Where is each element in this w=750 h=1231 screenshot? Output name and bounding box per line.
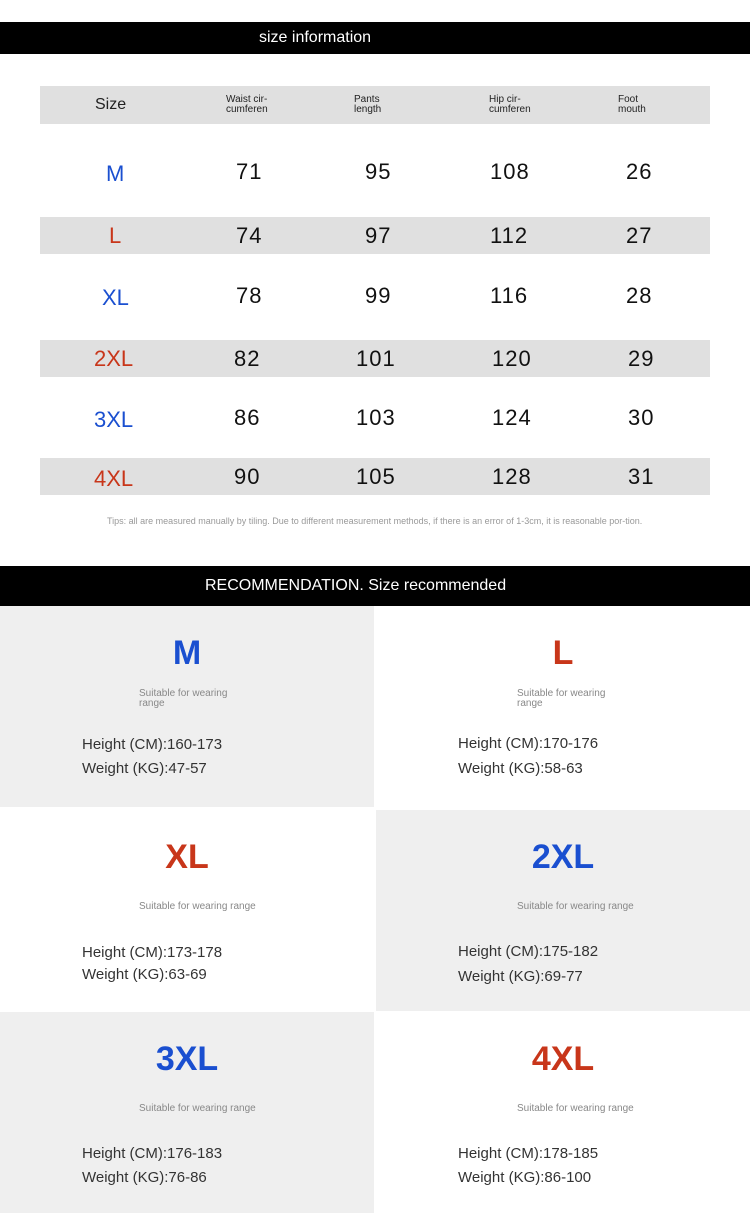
- card-size-label: XL: [165, 838, 209, 876]
- row-waist-value: 90: [234, 463, 261, 489]
- size-card-4xl: [376, 1012, 750, 1213]
- row-pants-value: 101: [356, 345, 396, 371]
- size-card-l: [376, 606, 750, 807]
- table-header-row: [40, 86, 710, 124]
- card-size-label: 2XL: [531, 838, 595, 876]
- row-foot-value: 29: [628, 345, 655, 371]
- recommendation-title-bar: [0, 566, 750, 606]
- row-foot-value: 26: [626, 159, 653, 184]
- table-row: [40, 458, 710, 495]
- header-hip: Hip cir- cumferen: [489, 94, 531, 115]
- table-row: [40, 340, 710, 377]
- card-weight-range: Weight (KG):86-100: [458, 1169, 592, 1186]
- size-card-3xl: [0, 1012, 374, 1213]
- card-size-label: 4XL: [531, 1040, 595, 1078]
- row-foot-value: 31: [628, 463, 655, 489]
- card-weight-range: Weight (KG):47-57: [82, 760, 207, 777]
- card-height-range: Height (CM):175-182: [458, 943, 599, 960]
- card-size-label: 3XL: [155, 1040, 219, 1078]
- card-height-range: Height (CM):173-178: [82, 944, 223, 961]
- row-foot-value: 28: [626, 283, 653, 308]
- size-card-xl: [0, 810, 374, 1011]
- row-size-label: 3XL: [94, 407, 134, 432]
- row-hip-value: 124: [492, 405, 532, 430]
- card-suitable-text: Suitable for wearing range: [139, 901, 256, 912]
- row-pants-value: 99: [365, 283, 392, 308]
- card-weight-range: Weight (KG):58-63: [458, 760, 583, 777]
- size-card-2xl: [376, 810, 750, 1011]
- card-suitable-text: Suitable for wearing range: [517, 901, 634, 912]
- row-foot-value: 27: [626, 222, 653, 248]
- measurement-tips: Tips: all are measured manually by tiling. Due to different measurement methods, if there is an error of 1-3cm, it is reasonable por-tion.: [107, 516, 643, 526]
- header-waist: Waist cir- cumferen: [226, 94, 268, 115]
- card-weight-range: Weight (KG):63-69: [82, 966, 207, 983]
- row-waist-value: 82: [234, 345, 261, 371]
- header-size: Size: [95, 96, 127, 113]
- row-size-label: XL: [102, 285, 129, 310]
- row-hip-value: 128: [492, 463, 532, 489]
- row-hip-value: 112: [490, 222, 529, 248]
- row-size-label: 4XL: [94, 465, 134, 491]
- card-height-range: Height (CM):170-176: [458, 735, 599, 752]
- card-suitable-text: Suitable for wearing range: [139, 1103, 256, 1114]
- table-row: [40, 400, 710, 436]
- row-hip-value: 116: [490, 283, 529, 308]
- size-information-title: size information: [259, 29, 372, 46]
- card-height-range: Height (CM):176-183: [82, 1145, 223, 1162]
- table-row: [40, 278, 710, 314]
- row-size-label: 2XL: [94, 345, 134, 371]
- row-foot-value: 30: [628, 405, 655, 430]
- size-card-m: [0, 606, 374, 807]
- row-pants-value: 95: [365, 159, 392, 184]
- card-size-label: M: [172, 634, 202, 672]
- table-row: [40, 153, 710, 191]
- size-information-title-bar: [0, 22, 750, 54]
- recommendation-title: RECOMMENDATION. Size recommended: [205, 577, 507, 594]
- row-hip-value: 108: [490, 159, 530, 184]
- card-weight-range: Weight (KG):69-77: [458, 968, 583, 985]
- header-pants-length: Pants length: [354, 94, 382, 115]
- card-height-range: Height (CM):178-185: [458, 1145, 599, 1162]
- row-pants-value: 97: [365, 222, 392, 248]
- card-suitable-text: Suitable for wearing range: [517, 688, 606, 709]
- card-suitable-text: Suitable for wearing range: [139, 688, 228, 709]
- header-foot-mouth: Foot mouth: [618, 94, 646, 115]
- card-weight-range: Weight (KG):76-86: [82, 1169, 207, 1186]
- row-pants-value: 103: [356, 405, 396, 430]
- card-height-range: Height (CM):160-173: [82, 736, 223, 753]
- row-hip-value: 120: [492, 345, 532, 371]
- row-waist-value: 71: [236, 159, 263, 184]
- row-waist-value: 78: [236, 283, 263, 308]
- row-pants-value: 105: [356, 463, 396, 489]
- card-suitable-text: Suitable for wearing range: [517, 1103, 634, 1114]
- row-waist-value: 86: [234, 405, 261, 430]
- row-size-label: M: [106, 161, 125, 186]
- card-size-label: L: [552, 634, 574, 672]
- row-size-label: L: [109, 222, 122, 248]
- row-waist-value: 74: [236, 222, 263, 248]
- table-row: [40, 217, 710, 254]
